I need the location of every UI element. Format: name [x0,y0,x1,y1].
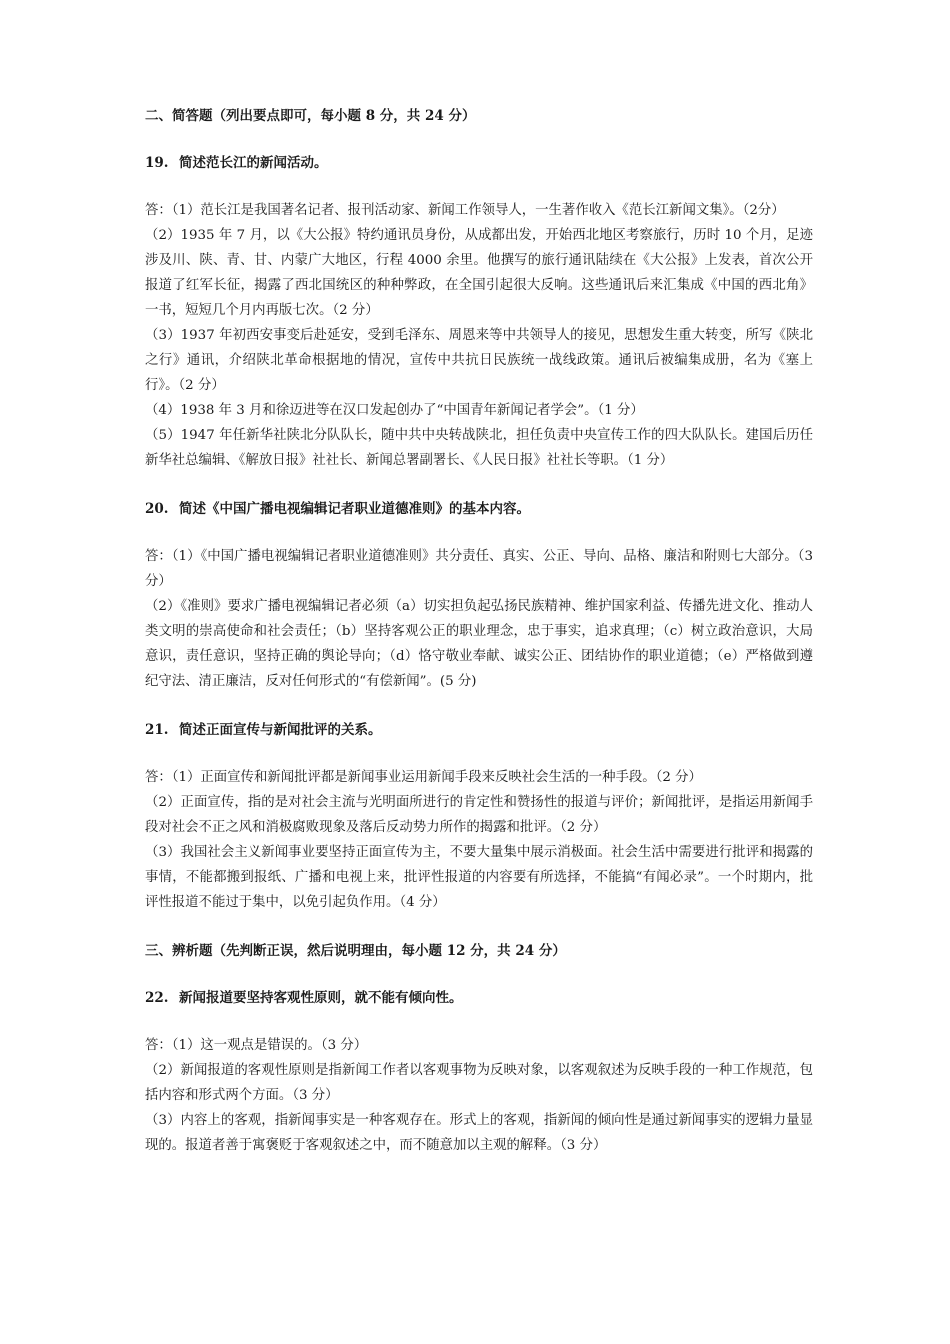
answer-20 [145,544,813,694]
section-heading-analysis: 三、辨析题（先判断正误，然后说明理由，每小题 12 分，共 24 分） [145,943,566,959]
answer-19 [145,198,813,473]
answer-22 [145,1033,813,1158]
answer-paragraph: （5）1947 年任新华社陕北分队队长，随中共中央转战陕北，担任负责中央宣传工作的四大队队长。建国后历任新华社总编辑、《解放日报》社社长、新闻总署副署长、《人民日报》社社长等职。（1 分） [145,428,813,468]
answer-paragraph: （2）1935 年 7 月，以《大公报》特约通讯员身份，从成都出发，开始西北地区考察旅行，历时 10 个月，足迹涉及川、陕、青、甘、内蒙广大地区，行程 4000 余里。他撰写的旅行通讯陆续在《大公报》上发表，首次公开报道了红军长征，揭露了西北国统区的种种弊政，在全国引起很大反响。这些通讯后来汇集成《中国的西北角》一书，短短几个月内再版七次。（2 分） [145,228,813,318]
answer-paragraph: （3）内容上的客观，指新闻事实是一种客观存在。形式上的客观，指新闻的倾向性是通过新闻事实的逻辑力量显现的。报道者善于寓褒贬于客观叙述之中，而不随意加以主观的解释。（3 分） [145,1113,813,1153]
answer-paragraph: 答：（1）《中国广播电视编辑记者职业道德准则》共分责任、真实、公正、导向、品格、廉洁和附则七大部分。（3 分） [145,549,813,589]
question-number: 20. [145,501,169,517]
document-page [145,100,813,1182]
question-text: 简述范长江的新闻活动。 [179,155,328,171]
question-text: 简述《中国广播电视编辑记者职业道德准则》的基本内容。 [179,501,530,517]
question-21-title [145,718,813,743]
answer-paragraph: （2）正面宣传，指的是对社会主流与光明面所进行的肯定性和赞扬性的报道与评价；新闻批评，是指运用新闻手段对社会不正之风和消极腐败现象及落后反动势力所作的揭露和批评。（2 分） [145,795,813,835]
question-19-title [145,151,813,176]
question-text: 新闻报道要坚持客观性原则，就不能有倾向性。 [179,990,463,1006]
question-text: 简述正面宣传与新闻批评的关系。 [179,722,382,738]
answer-paragraph: （4）1938 年 3 月和徐迈进等在汉口发起创办了“中国青年新闻记者学会”。（1 分） [145,403,644,418]
answer-paragraph: 答：（1）这一观点是错误的。（3 分） [145,1038,368,1053]
answer-paragraph: 答：（1）范长江是我国著名记者、报刊活动家、新闻工作领导人，一生著作收入《范长江新闻文集》。（2分） [145,203,785,218]
question-22-title [145,986,813,1011]
answer-paragraph: 答：（1）正面宣传和新闻批评都是新闻事业运用新闻手段来反映社会生活的一种手段。（2 分） [145,770,702,785]
question-number: 22. [145,990,169,1006]
question-number: 19. [145,155,169,171]
answer-paragraph: （2）新闻报道的客观性原则是指新闻工作者以客观事物为反映对象，以客观叙述为反映手段的一种工作规范，包括内容和形式两个方面。（3 分） [145,1063,813,1103]
question-20-title [145,497,813,522]
section-heading-short-answer: 二、简答题（列出要点即可，每小题 8 分，共 24 分） [145,108,476,124]
answer-21 [145,765,813,915]
answer-paragraph: （3）我国社会主义新闻事业要坚持正面宣传为主，不要大量集中展示消极面。社会生活中需要进行批评和揭露的事情，不能都搬到报纸、广播和电视上来，批评性报道的内容要有所选择，不能搞“有闻必录”。一个时期内，批评性报道不能过于集中，以免引起负作用。（4 分） [145,845,813,910]
question-number: 21. [145,722,169,738]
answer-paragraph: （3）1937 年初西安事变后赴延安，受到毛泽东、周恩来等中共领导人的接见，思想发生重大转变，所写《陕北之行》通讯，介绍陕北革命根据地的情况，宣传中共抗日民族统一战线政策。通讯后被编集成册，名为《塞上行》。（2 分） [145,328,813,393]
answer-paragraph: （2）《准则》要求广播电视编辑记者必须（a）切实担负起弘扬民族精神、维护国家利益、传播先进文化、推动人类文明的崇高使命和社会责任；（b）坚持客观公正的职业理念，忠于事实，追求真理；（c）树立政治意识，大局意识，责任意识，坚持正确的舆论导向；（d）恪守敬业奉献、诚实公正、团结协作的职业道德；（e）严格做到遵纪守法、清正廉洁，反对任何形式的“有偿新闻”。(5 分) [145,599,813,689]
